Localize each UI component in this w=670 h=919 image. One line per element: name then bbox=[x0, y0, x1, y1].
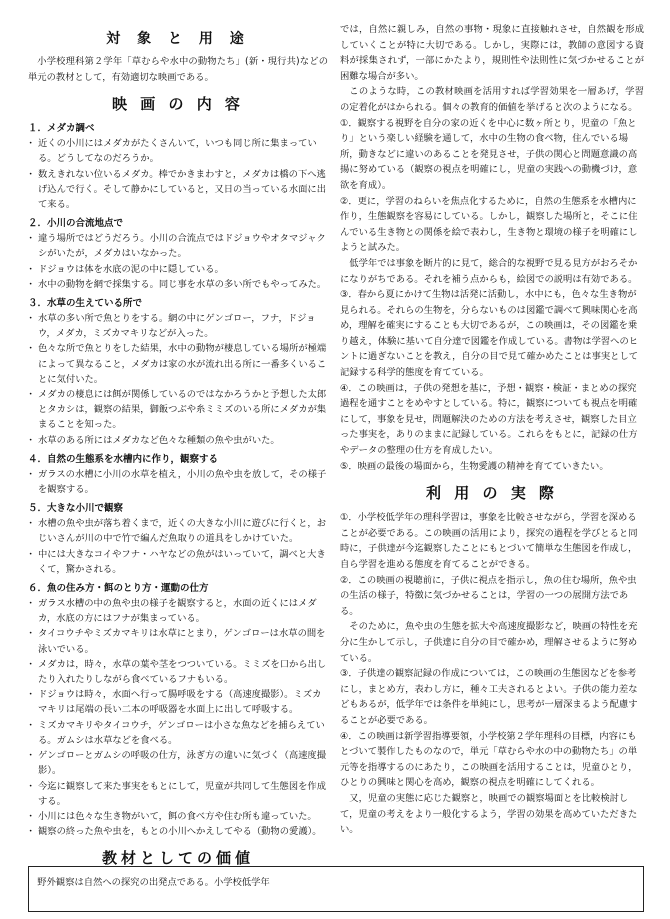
section-title-target: 対 象 と 用 途 bbox=[106, 31, 250, 47]
content-item: ・ 小川には色々な生き物がいて，餌の食べ方や住む所も違っていた。 bbox=[28, 809, 328, 824]
content-heading: ３．水草の生えている所で bbox=[28, 298, 143, 310]
value-points bbox=[340, 116, 644, 475]
use-point: ③．子供達の観察記録の作成については，この映画の生態図などを参考にし，まとめ方，表わし方に，種々工夫されるとよい。子供の能力差などもあるが，低学年では条件を単純にし，思考が一層深まるよう配慮することが必要である。 bbox=[340, 668, 638, 726]
use-point: そのために，魚や虫の生態を拡大や高速度撮影など，映画の特性を充分に生かして示し，子供達に自分の目で確かめ，理解させるように努めている。 bbox=[340, 621, 638, 664]
use-points bbox=[340, 510, 644, 837]
content-heading: ５．大きな小川で観察 bbox=[28, 503, 124, 515]
use-point: 又，児童の実態に応じた観察と，映画での観察場面とを比較検討して，児童の考えをより一般化するよう，学習の効果を高めていただきたい。 bbox=[340, 792, 638, 836]
left-column bbox=[28, 30, 328, 891]
value-point: ③．春から夏にかけて生物は活発に活動し，水中にも，色々な生き物が見られる。それらの生物を，分らないものは図鑑で調べて興味関心を高め，理解を確実にすることも大切であるが，この映画は，その図鑑を乗り越え，体験に基いて自分達で図鑑を作成している。書物は学習へのヒントに過ぎないことを教え，自分の目で見て確かめたことは事実として記録する科学的態度を育てている。 bbox=[340, 289, 639, 379]
value-point: ⑤．映画の最後の場面から，生物愛護の精神を育てていきたい。 bbox=[340, 460, 609, 472]
content-item: ・ ガラス水槽の中の魚や虫の様子を観察すると，水面の近くにはメダカ，水底の方にはフナが集まっている。 bbox=[28, 596, 328, 626]
content-heading: ４．自然の生態系を水槽内に作り，観察する bbox=[28, 453, 219, 465]
content-item: ・ ドジョウは体を水底の泥の中に隠している。 bbox=[28, 262, 328, 277]
content-item: ・ 観察の終った魚や虫を，もとの小川へかえしてやる（動物の愛護）。 bbox=[28, 824, 328, 839]
section-title-value: 教材としての価値 bbox=[101, 849, 254, 868]
value-point: 低学年では事象を断片的に見て，総合的な視野で見る見方がおろそかになりがちである。それを補う点からも，絵図での説明は有効である。 bbox=[340, 257, 638, 285]
section-title-content: 映 画 の 内 容 bbox=[112, 95, 244, 114]
content-item: ・ タイコウチやミズカマキリは水草にとまり，ゲンゴローは水草の間を泳いでいる。 bbox=[28, 626, 328, 656]
content-section bbox=[28, 581, 328, 839]
content-item: ・ 水草の多い所で魚とりをする。網の中にゲンゴロー，フナ，ドジョウ，メダカ，ミズカマキリなどが入った。 bbox=[28, 311, 328, 341]
target-text: 小学校理科第２学年「草むらや水中の動物たち」(新・現行共)などの単元の教材として，有効適切な映画である。 bbox=[28, 56, 328, 83]
content-heading: ２．小川の合流地点で bbox=[28, 218, 124, 230]
value-text: 野外観察は自然への探究の出発点である。小学校低学年 bbox=[37, 877, 270, 889]
value-point: ②．更に，学習のねらいを焦点化するために，自然の生態系を水槽内に作り，生態観察を容易にしている。しかし，観察した場所と，そこに住んでいる生き物との関係を絵で表わし，生き物と環境の様子を明確にしようと試みた。 bbox=[340, 195, 638, 254]
value-continued: では，自然に親しみ，自然の事物・現象に直接触れさせ，自然観を形成していくことが特に大切である。しかし，実際には，教師の意図する資料が採集されず，一部にかたより，規則性や法則性に気づかせることが困難な場合が多い。 bbox=[340, 24, 644, 82]
content-heading: ６．魚の住み方・餌のとり方・運動の仕方 bbox=[28, 583, 209, 595]
bottom-empty-box bbox=[28, 866, 644, 912]
content-heading: １．メダカ調べ bbox=[28, 123, 95, 135]
content-item: ・ 違う場所ではどうだろう。小川の合流点ではドジョウやオタマジャクシがいたが，メダカはいなかった。 bbox=[28, 231, 328, 261]
content-section bbox=[28, 501, 328, 577]
content-item: ・ メダカは，時々，水草の葉や茎をつついている。ミミズを口から出したり入れたりしながら食べているフナもいる。 bbox=[28, 657, 328, 687]
content-item: ・ 近くの小川にはメダカがたくさんいて，いつも同じ所に集まっている。どうしてなのだろうか。 bbox=[28, 136, 328, 166]
content-item: ・ 水草のある所にはメダカなど色々な種類の魚や虫がいた。 bbox=[28, 433, 328, 448]
content-item: ・ 色々な所で魚とりをした結果，水中の動物が棲息している場所が極端によって異なること，メダカは家の水が流れ出る所に一番多くいることに気付いた。 bbox=[28, 341, 328, 387]
content-item: ・ ドジョウは時々，水面へ行って腸呼吸をする（高速度撮影）。ミズカマキリは尾端の長い二本の呼吸器を水面上に出して呼吸する。 bbox=[28, 687, 328, 717]
content-section bbox=[28, 121, 328, 212]
content-item: ・ 水中の動物を網で採集する。同じ事を水草の多い所でもやってみた。 bbox=[28, 277, 328, 292]
content-item: ・ ゲンゴローとガムシの呼吸の仕方，泳ぎ方の違いに気づく（高速度撮影）。 bbox=[28, 748, 328, 778]
use-point: ④．この映画は新学習指導要領，小学校第２学年理科の目標，内容にもとづいて製作したものなので，単元「草むらや水の中の動物たち」の単元等を指導するのにあたり，この映画を活用することは，児童ひとり，ひとりの興味と関心を高め，観察の視点を明確にしてくれる。 bbox=[340, 730, 638, 789]
value-point: ④．この映画は，子供の発想を基に，予想・観察・検証・まとめの探究過程を通すことをめやすとしている。特に，観察についても視点を明確にして，事象を見せ，問題解決のための方法を考えさせ，観察した目立った事実を，ありのままに記録している。これらをもとに，記録の仕方やデータの整理の仕方を育成したい。 bbox=[340, 382, 638, 457]
content-section bbox=[28, 296, 328, 448]
content-item: ・ ミズカマキリやタイコウチ，ゲンゴローは小さな魚などを捕らえている。ガムシは水草などを食べる。 bbox=[28, 718, 328, 748]
section-title-use: 利 用 の 実 際 bbox=[426, 484, 558, 503]
content-item: ・ 数えきれない位いるメダカ。棒でかきまわすと，メダカは橋の下へ逃げ込んで行く。そして静かにしていると，又日の当っている水面に出て来る。 bbox=[28, 167, 328, 213]
content-item: ・ 今迄に観察して来た事実をもとにして，児童が共同して生態図を作成する。 bbox=[28, 779, 328, 809]
content-item: ・ 中には大きなコイやフナ・ハヤなどの魚がはいっていて，調べと大きくて，驚かされる。 bbox=[28, 547, 328, 577]
right-column bbox=[340, 22, 644, 838]
content-section bbox=[28, 452, 328, 497]
content-item: ・ 水槽の魚や虫が落ち着くまで，近くの大きな小川に遊びに行くと，おじいさんが川の中で竹で編んだ魚取りの道具をしかけていた。 bbox=[28, 516, 328, 546]
value-point: ①．観察する視野を自分の家の近くを中心に数ヶ所とり，児童の「魚とり」という楽しい経験を通して，水中の生物の食べ物，住んでいる場所，動きなどに違いのあることを発見させ，子供の関心と問題意識の高揚に努めている（観察の視点を明確にし，児童の実践への動機づけ，意欲を育成）。 bbox=[340, 117, 638, 191]
content-item: ・ メダカの棲息には餌が関係しているのではなかろうかと予想した太郎とタカシは，観察の結果，御飯つぶや糸ミミズのいる所にメダカが集まることを知った。 bbox=[28, 387, 328, 433]
use-point: ①．小学校低学年の理科学習は，事象を比較させながら，学習を深めることが必要である。この映画の活用により，探究の過程を学びとると同時に，子供達が今迄観察したことにもとづいて簡単な生態図を作成し，自ら学習を進める態度を育てることができる。 bbox=[340, 512, 638, 570]
use-point: ②．この映画の視聴前に，子供に視点を指示し，魚の住む場所，魚や虫の生活の様子，特徴に気づかせることは，学習の一つの展開方法である。 bbox=[340, 574, 637, 617]
content-section bbox=[28, 216, 328, 292]
content-item: ・ ガラスの水槽に小川の水草を植え，小川の魚や虫を放して，その様子を観察する。 bbox=[28, 467, 328, 497]
value-continued: このような時，この教材映画を活用すれば学習効果を一層あげ，学習の定着化がはかられる。個々の教育的価値を挙げると次のようになる。 bbox=[340, 86, 644, 113]
